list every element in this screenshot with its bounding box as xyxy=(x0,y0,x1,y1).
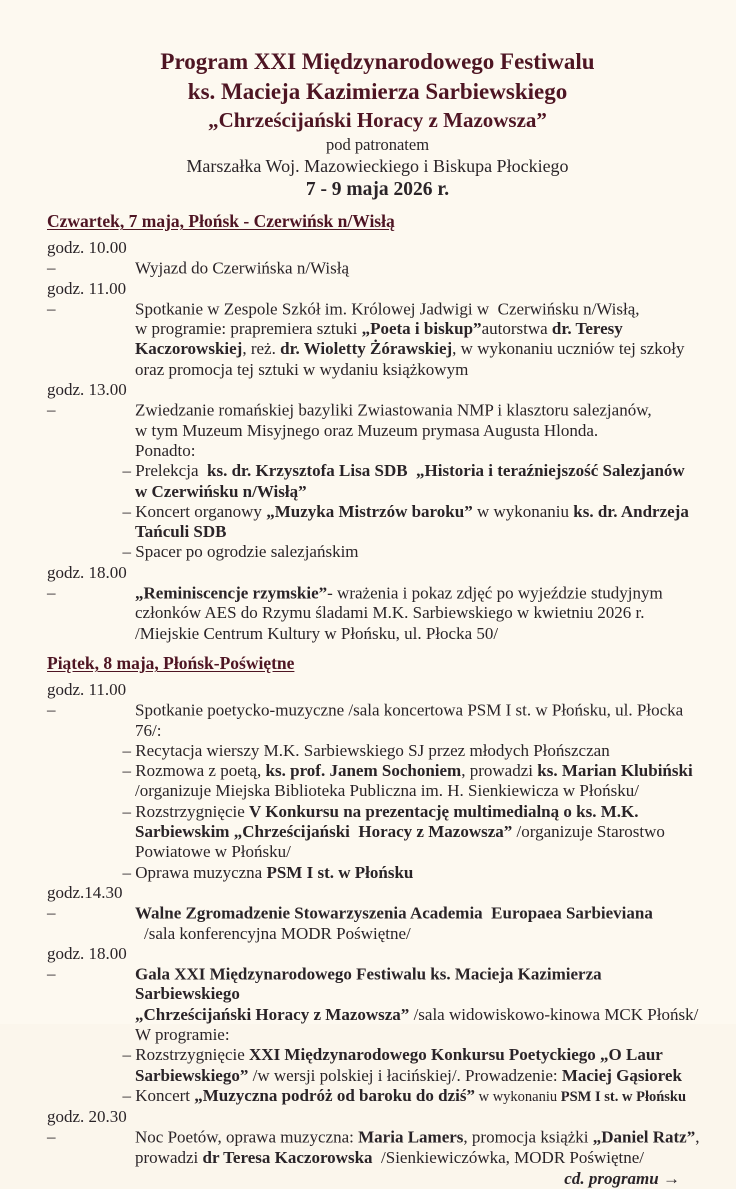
text-run: PSM I st. w Płońsku xyxy=(560,1088,687,1105)
event-subitem xyxy=(47,802,708,822)
text-run: /Miejskie Centrum Kultury w Płońsku, ul. Płocka 50/ xyxy=(135,623,499,643)
text-run: – Koncert organowy xyxy=(122,501,267,521)
text-run: „Chrześcijański Horacy z Mazowsza” xyxy=(135,1004,410,1024)
event-subitem xyxy=(47,1045,708,1065)
program-day-section xyxy=(47,211,708,644)
text-run: – Oprawa muzyczna xyxy=(122,862,267,882)
event-subitem xyxy=(47,863,708,883)
event-continuation xyxy=(47,1066,708,1086)
text-run: „Poeta i biskup” xyxy=(361,319,482,339)
text-run: V Konkursu na prezentację multimedialną o ks. M.K. xyxy=(249,801,639,821)
event-time: godz. 10.00 – xyxy=(47,238,132,278)
text-run: – Spacer po ogrodzie salezjańskim xyxy=(122,542,359,562)
event-continuation xyxy=(47,822,708,842)
text-run: , prowadzi xyxy=(461,761,538,781)
event-continuation xyxy=(47,360,708,380)
text-run: ks. prof. Janem Sochoniem xyxy=(265,761,462,781)
text-run: , xyxy=(695,1127,700,1147)
event-line xyxy=(47,1107,708,1148)
event-continuation xyxy=(47,522,708,542)
event-continuation xyxy=(47,624,708,644)
event-time: godz. 18.00 – xyxy=(47,562,132,603)
patronage-intro: pod patronatem xyxy=(325,135,430,154)
text-run: Maria Lamers xyxy=(358,1127,464,1147)
text-run: Ponadto: xyxy=(135,440,196,460)
event-line xyxy=(47,380,708,421)
text-run: , w wykonaniu uczniów tej szkoły xyxy=(452,339,685,359)
text-run: oraz promocja tej sztuki w wydaniu książkowym xyxy=(135,359,469,379)
text-run: /organizuje Starostwo xyxy=(512,822,665,842)
text-run: – Prelekcja xyxy=(122,461,207,481)
text-run: W programie: xyxy=(135,1024,230,1044)
event-time: godz. 11.00 – xyxy=(47,679,131,720)
event-time: godz. 18.00 – xyxy=(47,943,132,984)
text-run: Maciej Gąsiorek xyxy=(561,1065,682,1085)
text-run: Spotkanie w Zespole Szkół im. Królowej Jadwigi w Czerwińsku n/Wisłą, xyxy=(135,298,640,318)
section-heading: Czwartek, 7 maja, Płońsk - Czerwińsk n/Wisłą xyxy=(47,211,395,231)
event-continuation xyxy=(47,924,708,944)
event-subitem xyxy=(47,542,708,562)
text-run: w wykonaniu xyxy=(472,501,574,521)
text-run: - wrażenia i pokaz zdjęć po wyjeździe studyjnym xyxy=(327,583,663,603)
page-title-line3: „Chrześcijański Horacy z Mazowsza” xyxy=(208,108,547,132)
text-run: dr Teresa Kaczorowska xyxy=(202,1147,373,1167)
text-run: – Koncert xyxy=(122,1085,195,1105)
text-run: /sala widowiskowo-kinowa MCK Płońsk/ xyxy=(409,1004,699,1024)
event-continuation xyxy=(47,842,708,862)
event-continuation xyxy=(47,441,708,461)
event-time: godz. 11.00 – xyxy=(47,278,131,318)
event-line xyxy=(47,279,708,320)
event-subitem xyxy=(47,461,708,481)
text-run: Zwiedzanie romańskiej bazyliki Zwiastowania NMP i klasztoru salezjanów, xyxy=(135,400,652,420)
event-continuation xyxy=(47,603,708,623)
text-run: Sarbiewskim „Chrześcijański Horacy z Mazowsza” xyxy=(135,822,513,842)
text-run: XXI Międzynarodowego Konkursu Poetyckiego „O Laur xyxy=(249,1045,663,1065)
text-run: Walne Zgromadzenie Stowarzyszenia Academia Europaea Sarbieviana xyxy=(135,903,653,923)
event-time: godz. 20.30 – xyxy=(47,1107,132,1147)
continuation-note: cd. programu → xyxy=(564,1169,680,1189)
text-run: „Daniel Ratz” xyxy=(592,1127,696,1147)
text-run: Powiatowe w Płońsku/ xyxy=(135,842,291,862)
text-run: ks. dr. Krzysztofa Lisa SDB „Historia i teraźniejszość Salezjanów xyxy=(207,461,685,481)
text-run: „Reminiscencje rzymskie” xyxy=(135,583,328,603)
event-continuation xyxy=(47,1148,708,1168)
program-day-section xyxy=(47,653,708,1168)
page-title-line2: ks. Macieja Kazimierza Sarbiewskiego xyxy=(187,79,568,104)
text-run: Noc Poetów, oprawa muzyczna: xyxy=(135,1127,359,1147)
text-run: w Czerwińsku n/Wisłą” xyxy=(135,481,307,501)
text-run: – Rozmowa z poetą, xyxy=(122,761,266,781)
text-run: , promocja książki xyxy=(463,1127,593,1147)
program-sections xyxy=(47,211,708,1168)
text-run: /w wersji polskiej i łacińskiej/. Prowadzenie: xyxy=(248,1065,562,1085)
text-run: /Sienkiewiczówka, MODR Poświętne/ xyxy=(372,1147,645,1167)
text-run: „Muzyka Mistrzów baroku” xyxy=(266,501,473,521)
event-continuation xyxy=(47,421,708,441)
text-run: Kaczorowskiej xyxy=(135,339,243,359)
page-title-line1: Program XXI Międzynarodowego Festiwalu xyxy=(160,49,595,74)
event-continuation xyxy=(47,1025,708,1045)
event-continuation xyxy=(47,482,708,502)
text-run: ks. dr. Andrzeja xyxy=(573,501,689,521)
text-run: prowadzi xyxy=(135,1147,203,1167)
patrons-line: Marszałka Woj. Mazowieckiego i Biskupa Płockiego xyxy=(186,156,569,176)
event-continuation xyxy=(47,319,708,339)
text-run: ks. Marian Klubiński xyxy=(537,761,693,781)
event-time: godz. 13.00 – xyxy=(47,380,132,420)
event-continuation xyxy=(47,781,708,801)
text-run: Sarbiewskiego” xyxy=(135,1065,249,1085)
text-run: dr. Wioletty Żórawskiej xyxy=(280,339,453,359)
text-run: „Muzyczna podróż od baroku do dziś” xyxy=(194,1085,475,1105)
text-run: Tańculi SDB xyxy=(135,522,227,542)
text-run: Spotkanie poetycko-muzyczne /sala koncertowa PSM I st. w Płońsku, ul. Płocka 76/: xyxy=(135,700,688,740)
text-run: , reż. xyxy=(242,339,281,359)
text-run: Wyjazd do Czerwińska n/Wisłą xyxy=(135,258,350,278)
text-run: – Rozstrzygnięcie xyxy=(122,801,250,821)
text-run: w tym Muzeum Misyjnego oraz Muzeum prymasa Augusta Hlonda. xyxy=(135,420,599,440)
text-run: – Rozstrzygnięcie xyxy=(122,1045,250,1065)
text-run: Gala XXI Międzynarodowego Festiwalu ks. Macieja Kazimierza Sarbiewskiego xyxy=(135,964,606,1004)
text-run: autorstwa xyxy=(481,319,552,339)
event-line xyxy=(47,883,708,924)
text-run: /organizuje Miejska Biblioteka Publiczna im. H. Sienkiewicza w Płońsku/ xyxy=(135,781,639,801)
event-continuation xyxy=(47,1005,708,1025)
text-run: w wykonaniu xyxy=(474,1088,561,1105)
event-subitem xyxy=(47,502,708,522)
text-run: dr. Teresy xyxy=(551,319,623,339)
event-line xyxy=(47,944,708,1005)
text-run: w programie: prapremiera sztuki xyxy=(135,319,362,339)
event-subitem xyxy=(47,741,708,761)
text-run: PSM I st. w Płońsku xyxy=(266,862,414,882)
text-run: członków AES do Rzymu śladami M.K. Sarbiewskiego w kwietniu 2026 r. xyxy=(135,603,645,623)
event-continuation xyxy=(47,339,708,359)
event-subitem xyxy=(47,761,708,781)
section-heading: Piątek, 8 maja, Płońsk-Poświętne xyxy=(47,652,295,673)
event-subitem xyxy=(47,1086,708,1107)
event-line xyxy=(47,680,708,741)
text-run: /sala konferencyjna MODR Poświętne/ xyxy=(144,923,411,943)
festival-dates: 7 - 9 maja 2026 r. xyxy=(305,179,450,200)
event-line xyxy=(47,238,708,279)
document-header xyxy=(47,47,708,202)
event-time: godz.14.30 – xyxy=(47,882,127,923)
event-line xyxy=(47,563,708,604)
text-run: – Recytacja wierszy M.K. Sarbiewskiego SJ przez młodych Płońszczan xyxy=(122,740,610,760)
